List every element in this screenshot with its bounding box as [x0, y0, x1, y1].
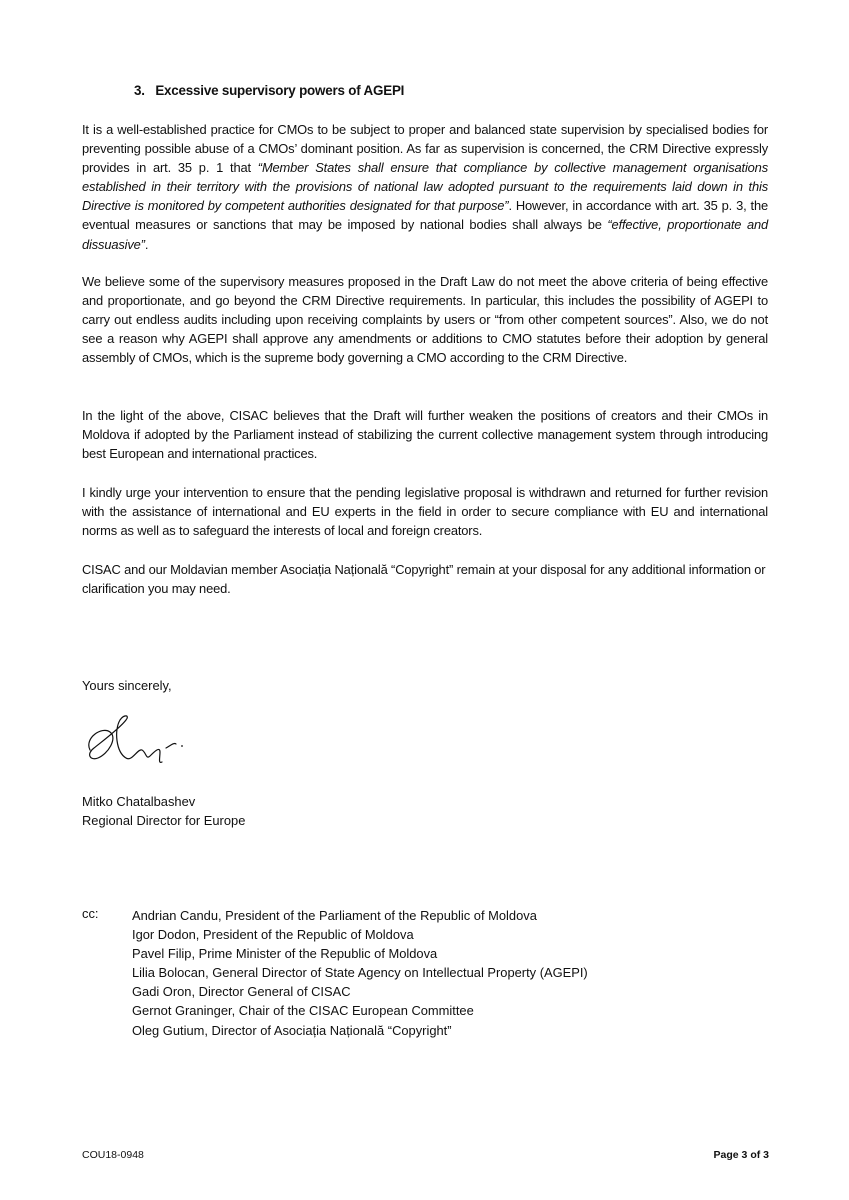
page-number: Page 3 of 3: [713, 1149, 769, 1161]
signer-name: Mitko Chatalbashev: [82, 794, 196, 809]
cc-recipient: Oleg Gutium, Director of Asociația Națională “Copyright”: [132, 1022, 452, 1038]
paragraph-request: I kindly urge your intervention to ensure that the pending legislative proposal is withdrawn and returned for further revision with the assistance of international and EU experts in the field in order to secure compliance with EU and international norms as well as to safeguard the interests of local and foreign creators.: [82, 485, 768, 539]
directive-quote: “effective, proportionate and dissuasive”: [82, 217, 768, 252]
directive-quote: “Member States shall ensure that compliance by collective management organisations established in their territory with the provisions of national law adopted pursuant to the requirements laid down in this Directive is monitored by competent authorities designated for that purpose”: [82, 160, 768, 214]
closing-salutation: Yours sincerely,: [82, 678, 172, 693]
cc-recipient: Andrian Candu, President of the Parliament of the Republic of Moldova: [132, 908, 537, 923]
cc-recipient: Igor Dodon, President of the Republic of Moldova: [132, 927, 414, 943]
paragraph-text: .: [144, 236, 149, 252]
cc-recipient: Gernot Graninger, Chair of the CISAC European Committee: [132, 1003, 474, 1019]
signer-title: Regional Director for Europe: [82, 813, 246, 829]
cc-recipient: Lilia Bolocan, General Director of State Agency on Intellectual Property (AGEPI): [132, 965, 588, 981]
paragraph-conclusion: In the light of the above, CISAC believes that the Draft will further weaken the positions of creators and their CMOs in Moldova if adopted by the Parliament instead of stabilizing the current collective management system through introducing best European and international practices.: [82, 408, 768, 462]
section-heading: 3. Excessive supervisory powers of AGEPI: [134, 83, 405, 98]
signer-block: [82, 792, 245, 830]
paragraph-availability: CISAC and our Moldavian member Asociația Națională “Copyright” remain at your disposal for any additional information or clarification you may need.: [82, 562, 766, 597]
cc-recipient: Gadi Oron, Director General of CISAC: [132, 984, 351, 1000]
handwritten-signature: [80, 708, 192, 770]
cc-label: cc:: [82, 906, 99, 921]
paragraph-text: It is a well-established practice for CMOs to be subject to proper and balanced state supervision by specialised bodies for preventing possible abuse of a CMOs’ dominant position. As far as supervision is concerned, the CRM Directive expressly provides in art. 35 p. 1 that: [82, 122, 768, 176]
paragraph-criteria: We believe some of the supervisory measures proposed in the Draft Law do not meet the above criteria of being effective and proportionate, and go beyond the CRM Directive requirements. In particular, this includes the possibility of AGEPI to carry out endless audits including upon receiving complaints by users or “from other competent sources”. Also, we do not see a reason why AGEPI shall approve any amendments or additions to CMO statutes before their adoption by general assembly of CMOs, which is the supreme body governing a CMO according to the CRM Directive.: [82, 274, 768, 366]
paragraph-supervision: [82, 120, 768, 254]
cc-recipients-list: [132, 906, 588, 1040]
document-reference: COU18-0948: [82, 1149, 144, 1161]
cc-recipient: Pavel Filip, Prime Minister of the Republic of Moldova: [132, 946, 438, 962]
paragraph-text: . However, in accordance with art. 35 p. 3, the eventual measures or sanctions that may be imposed by national bodies shall always be: [82, 198, 768, 233]
